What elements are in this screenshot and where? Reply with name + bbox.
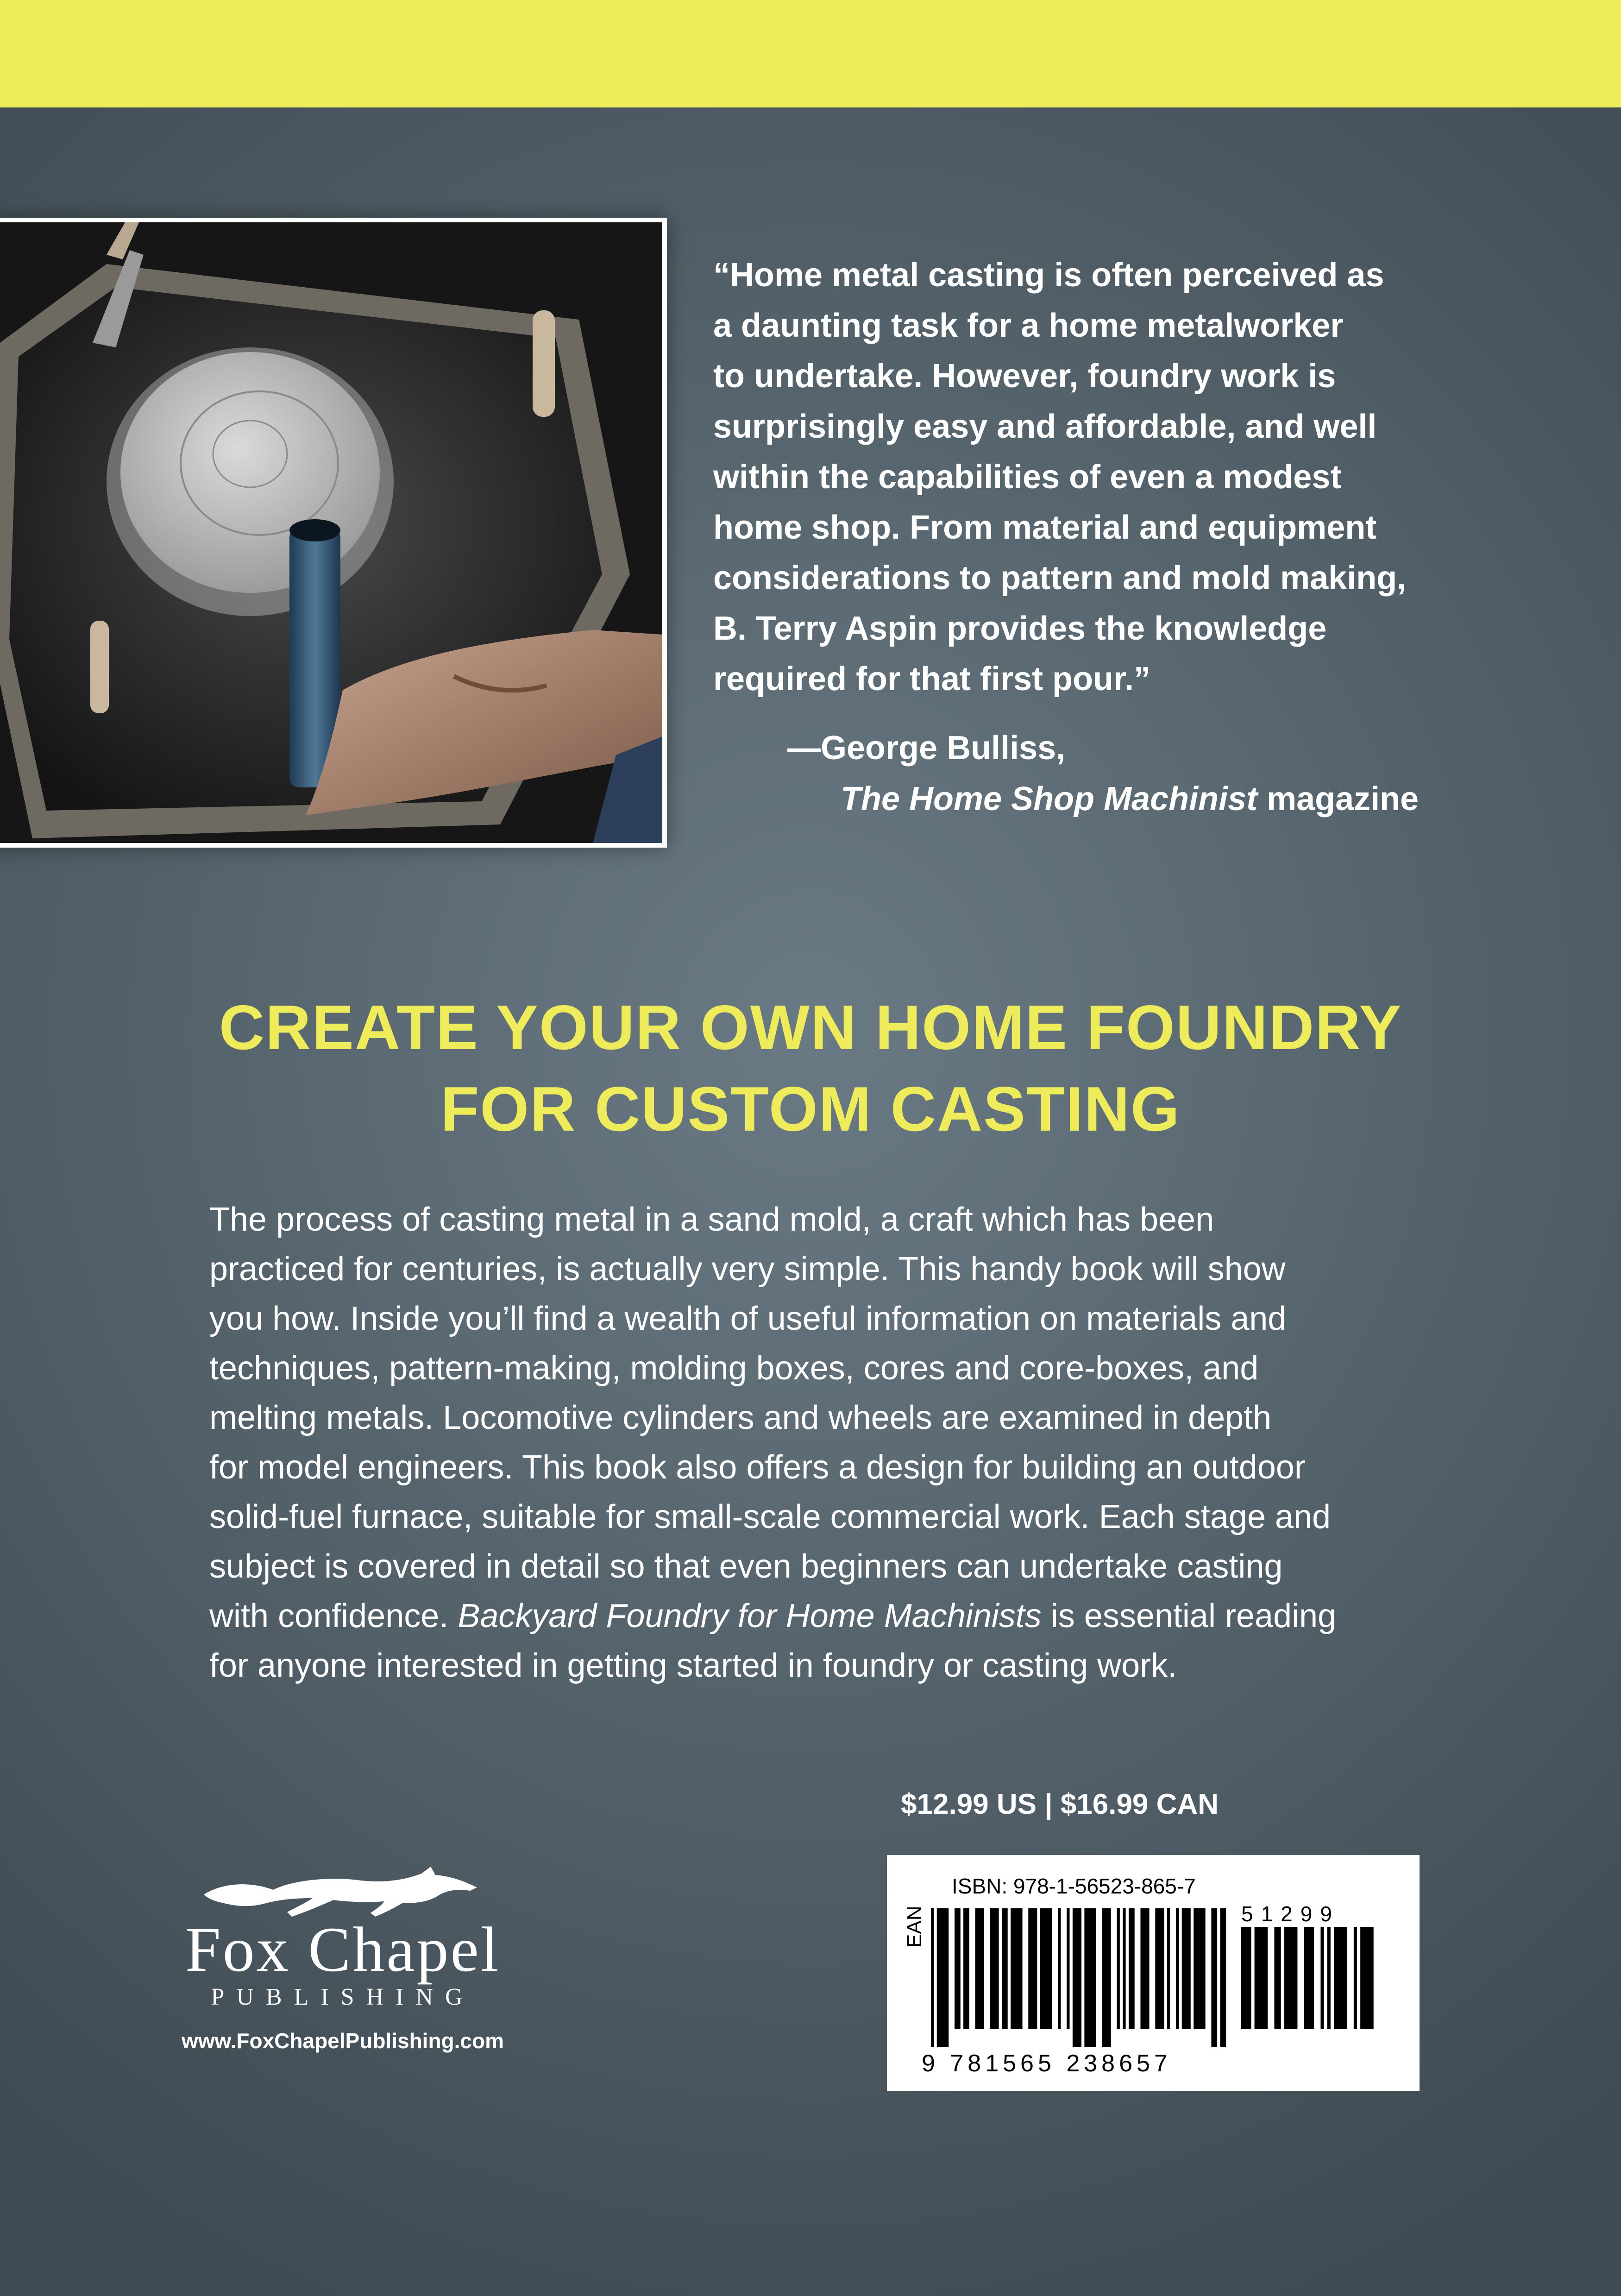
- description-line: you how. Inside you’ll find a wealth of useful information on materials and: [209, 1300, 1287, 1337]
- barcode-bar: [1194, 1908, 1205, 2029]
- quote-line: within the capabilities of even a modest: [713, 459, 1342, 496]
- barcode-box: [887, 1855, 1420, 2091]
- addon-barcode: [1241, 1927, 1380, 2047]
- publisher-subtitle: PUBLISHING: [211, 1984, 475, 2010]
- addon-digits: 51299: [1241, 1902, 1340, 1926]
- barcode-bar: [931, 1908, 934, 2047]
- description-line-9-suffix: is essential reading: [1041, 1598, 1337, 1635]
- barcode-bar: [1167, 1908, 1170, 2029]
- barcode-bar: [1354, 1927, 1357, 2029]
- fox-icon: [199, 1862, 486, 1922]
- barcode-bar: [1117, 1908, 1119, 2029]
- barcode-bar: [1102, 1908, 1111, 2047]
- cover-photo: [0, 218, 667, 848]
- quote-line: considerations to pattern and mold making,: [713, 560, 1407, 597]
- heading-line-1: CREATE YOUR OWN HOME FOUNDRY: [219, 992, 1402, 1063]
- book-title: Backyard Foundry for Home Machinists: [458, 1598, 1042, 1635]
- barcode-bar: [1028, 1908, 1037, 2029]
- description-line: solid-fuel furnace, suitable for small-scale commercial work. Each stage and: [209, 1498, 1331, 1535]
- barcode-digits: 9 781565 238657: [922, 2050, 1172, 2077]
- quote-source-suffix: magazine: [1257, 780, 1419, 818]
- barcode-bar: [1058, 1908, 1061, 2029]
- barcode-bar: [1155, 1908, 1164, 2029]
- description-line: for model engineers. This book also offers a design for building an outdoor: [209, 1449, 1306, 1486]
- barcode-bar: [1360, 1927, 1374, 2029]
- barcode-bar: [1211, 1908, 1217, 2047]
- isbn-label: ISBN: 978-1-56523-865-7: [952, 1874, 1196, 1898]
- quote-author: —George Bulliss,: [787, 730, 1066, 767]
- barcode-bar: [963, 1908, 969, 2029]
- ean-barcode: [931, 1908, 1232, 2047]
- barcode-bar: [1327, 1927, 1331, 2029]
- description-line: subject is covered in detail so that even beginners can undertake casting: [209, 1548, 1283, 1585]
- quote-source: [787, 774, 1419, 824]
- barcode-bar: [1182, 1908, 1191, 2029]
- quote-line: to undertake. However, foundry work is: [713, 358, 1336, 395]
- description-line: techniques, pattern-making, molding boxes, cores and core-boxes, and: [209, 1350, 1259, 1387]
- barcode-bar: [1220, 1908, 1226, 2047]
- barcode-bar: [1067, 1908, 1069, 2029]
- barcode-bar: [1334, 1927, 1347, 2029]
- quote-line: surprisingly easy and affordable, and well: [713, 408, 1377, 445]
- barcode-bar: [1255, 1927, 1268, 2029]
- top-color-band: [0, 0, 1621, 107]
- barcode-bar: [1011, 1908, 1022, 2029]
- book-description: [209, 1195, 1460, 1691]
- description-line: melting metals. Locomotive cylinders and wheels are examined in depth: [209, 1399, 1272, 1436]
- heading-line-2: FOR CUSTOM CASTING: [440, 1074, 1181, 1144]
- barcode-bar: [1274, 1927, 1281, 2029]
- barcode-bar: [1084, 1908, 1096, 2047]
- cover-heading: [0, 987, 1621, 1150]
- ean-label: EAN: [903, 1906, 926, 1948]
- barcode-bar: [1129, 1908, 1135, 2029]
- barcode-bar: [937, 1908, 949, 2047]
- barcode-bar: [1140, 1908, 1149, 2029]
- quote-line: a daunting task for a home metalworker: [713, 307, 1344, 344]
- description-line: practiced for centuries, is actually very simple. This handy book will show: [209, 1251, 1286, 1288]
- publisher-logo: [167, 1862, 519, 2053]
- barcode-bar: [1304, 1927, 1314, 2029]
- barcode-bar: [1073, 1908, 1081, 2047]
- description-line: The process of casting metal in a sand mold, a craft which has been: [209, 1201, 1214, 1238]
- barcode-bar: [990, 1908, 999, 2029]
- barcode-bar: [1123, 1908, 1125, 2029]
- price-label: $12.99 US | $16.99 CAN: [901, 1788, 1219, 1820]
- barcode-bar: [1176, 1908, 1179, 2029]
- barcode-bar: [1320, 1927, 1324, 2029]
- quote-line: required for that first pour.”: [713, 660, 1151, 698]
- description-line: [209, 1591, 1460, 1641]
- barcode-bar: [955, 1908, 961, 2029]
- quote-attribution: [787, 723, 1419, 824]
- publisher-name: Fox Chapel: [185, 1914, 501, 1985]
- quote-line: B. Terry Aspin provides the knowledge: [713, 610, 1327, 647]
- barcode-bar: [1002, 1908, 1008, 2029]
- review-quote: [713, 250, 1501, 705]
- barcode-bar: [975, 1908, 984, 2029]
- quote-line: home shop. From material and equipment: [713, 509, 1377, 546]
- barcode-bar: [1241, 1927, 1251, 2029]
- publisher-url: www.FoxChapelPublishing.com: [181, 2029, 504, 2053]
- barcode-bar: [1284, 1927, 1298, 2029]
- barcode-bar: [1040, 1908, 1052, 2029]
- quote-source-title: The Home Shop Machinist: [841, 780, 1258, 818]
- quote-line: “Home metal casting is often perceived as: [713, 257, 1384, 294]
- description-line: for anyone interested in getting started in foundry or casting work.: [209, 1647, 1177, 1684]
- description-line-9-prefix: with confidence.: [209, 1598, 458, 1635]
